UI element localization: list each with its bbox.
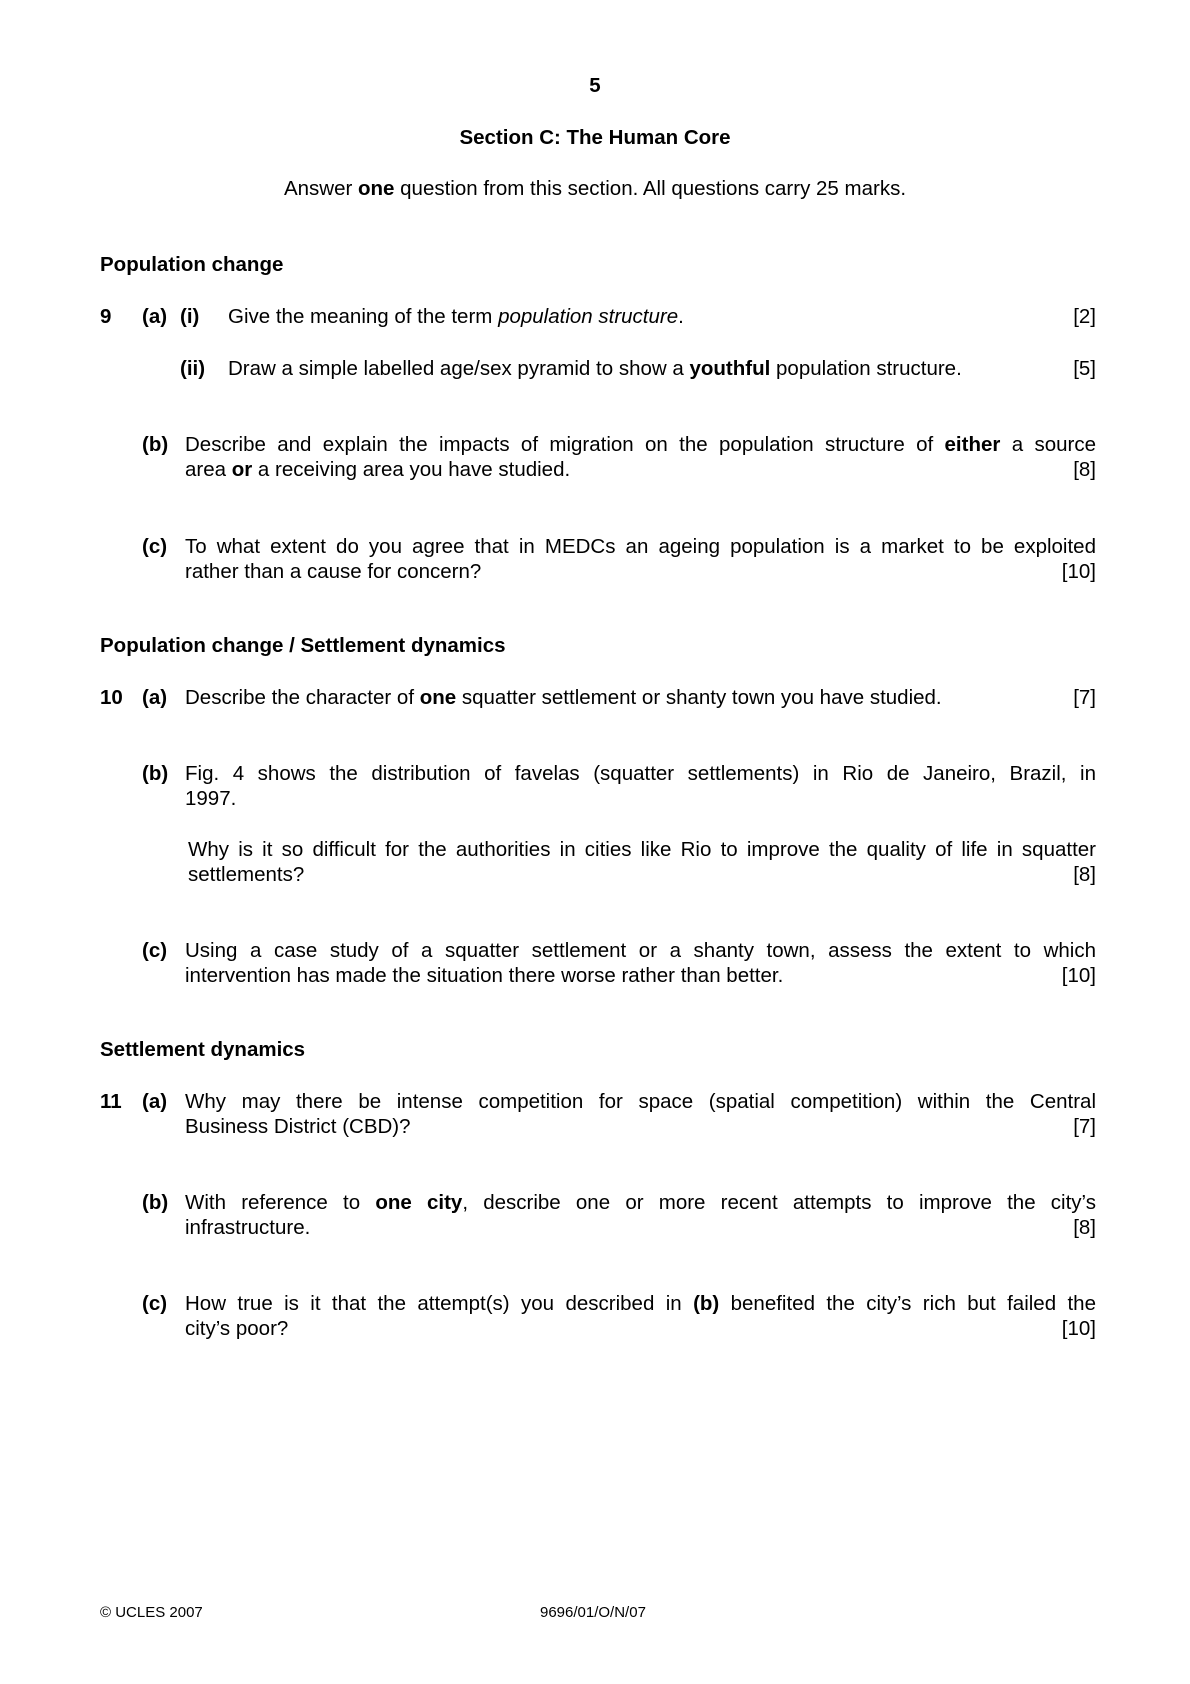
- marks: [10]: [1061, 964, 1096, 987]
- footer-copyright: © UCLES 2007: [100, 1604, 203, 1621]
- marks: [7]: [1073, 1115, 1096, 1138]
- question-9-number: 9: [100, 305, 112, 328]
- heading-population-settlement: Population change / Settlement dynamics: [100, 634, 506, 657]
- question-9c-label: (c): [142, 535, 168, 558]
- question-11-number: 11: [100, 1090, 122, 1113]
- marks: [8]: [1073, 863, 1096, 886]
- question-11b-text: With reference to one city, describe one or more recent attempts to improve the city’s infrastructure. [8]: [185, 1191, 1096, 1239]
- question-9b-text: Describe and explain the impacts of migration on the population structure of either a source area or a receiving area you have studied. [8]: [185, 433, 1096, 481]
- question-11a-text: Why may there be intense competition for space (spatial competition) within the Central Business District (CBD)? [7]: [185, 1090, 1096, 1138]
- heading-population-change: Population change: [100, 253, 284, 276]
- question-11c-label: (c): [142, 1292, 168, 1315]
- question-10c-label: (c): [142, 939, 168, 962]
- question-11b-label: (b): [142, 1191, 169, 1214]
- question-10b-question: Why is it so difficult for the authorities in cities like Rio to improve the quality of life in squatter settlements? [8]: [188, 838, 1096, 886]
- question-11a-label: (a): [142, 1090, 168, 1113]
- question-9a-i-text: Give the meaning of the term population structure. [2]: [228, 305, 1096, 328]
- marks: [10]: [1061, 560, 1096, 583]
- page-number: 5: [589, 74, 601, 97]
- marks: [8]: [1073, 1216, 1096, 1239]
- heading-settlement-dynamics: Settlement dynamics: [100, 1038, 306, 1061]
- marks: [8]: [1073, 458, 1096, 481]
- question-10-number: 10: [100, 686, 123, 709]
- section-title: Section C: The Human Core: [459, 126, 731, 149]
- marks: [2]: [1073, 305, 1096, 328]
- marks: [7]: [1073, 686, 1096, 709]
- question-9a-label: (a): [142, 305, 168, 328]
- question-9a-i-label: (i): [180, 305, 200, 328]
- question-10a-text: Describe the character of one squatter settlement or shanty town you have studied. [7]: [185, 686, 1096, 709]
- question-10c-text: Using a case study of a squatter settlement or a shanty town, assess the extent to which intervention has made the situation there worse rather than better. [10]: [185, 939, 1096, 987]
- question-9b-label: (b): [142, 433, 169, 456]
- marks: [10]: [1061, 1317, 1096, 1340]
- footer-paper-code: 9696/01/O/N/07: [540, 1604, 646, 1621]
- marks: [5]: [1073, 357, 1096, 380]
- question-10a-label: (a): [142, 686, 168, 709]
- question-11c-text: How true is it that the attempt(s) you described in (b) benefited the city’s rich but failed the city’s poor? [10]: [185, 1292, 1096, 1340]
- question-9c-text: To what extent do you agree that in MEDCs an ageing population is a market to be exploited rather than a cause for concern? [10]: [185, 535, 1096, 583]
- question-10b-label: (b): [142, 762, 169, 785]
- question-9a-ii-label: (ii): [180, 357, 206, 380]
- question-9a-ii-text: Draw a simple labelled age/sex pyramid to show a youthful population structure. [5]: [228, 357, 1096, 380]
- section-instruction: Answer one question from this section. All questions carry 25 marks.: [283, 177, 907, 200]
- question-10b-text: Fig. 4 shows the distribution of favelas (squatter settlements) in Rio de Janeiro, Brazil, in 1997.: [185, 762, 1096, 810]
